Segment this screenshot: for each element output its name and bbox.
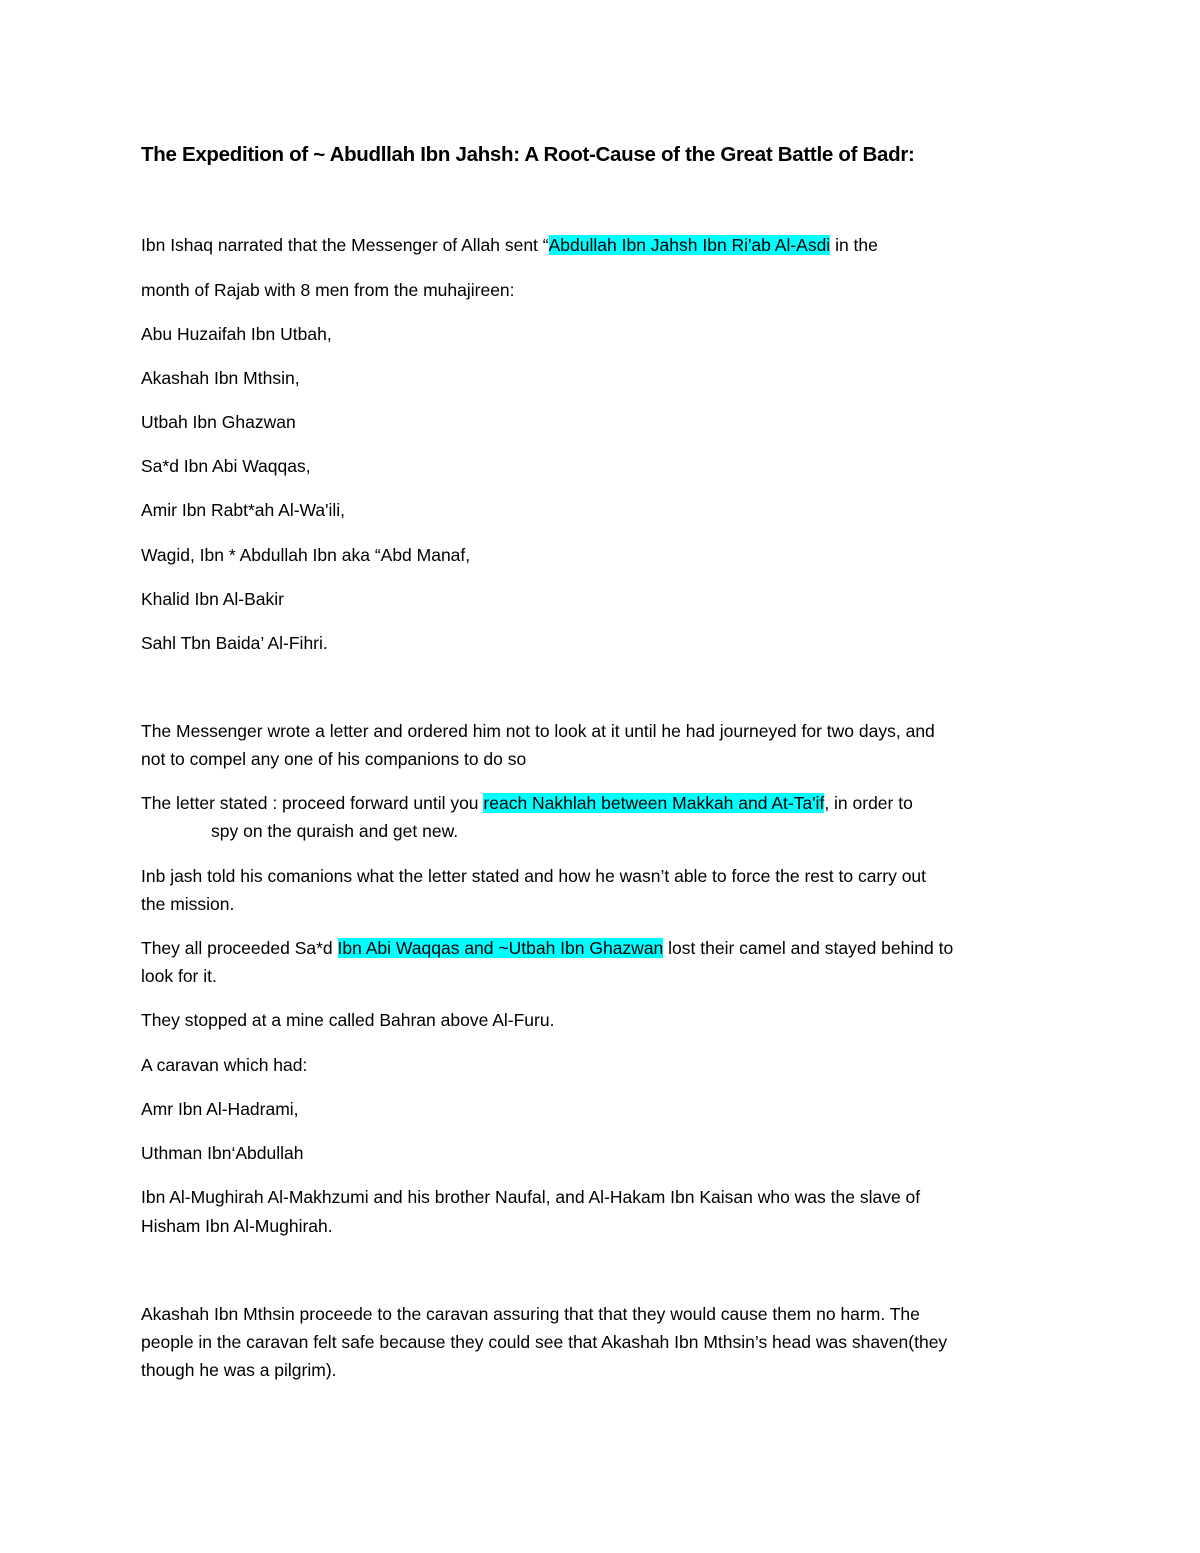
companion-item: Sa*d Ibn Abi Waqqas, (141, 456, 311, 476)
caravan-member: Amr Ibn Al-Hadrami, (141, 1099, 299, 1119)
companion-item: Abu Huzaifah Ibn Utbah, (141, 324, 332, 344)
proceeded-text: They all proceeded Sa*d (141, 938, 338, 958)
companion-item: Amir Ibn Rabt*ah Al-Wa'ili, (141, 500, 346, 520)
companion-item: Wagid, Ibn * Abdullah Ibn aka “Abd Manaf, (141, 545, 471, 565)
mughirah-paragraph-line-2: Hisham Ibn Al-Mughirah. (141, 1216, 333, 1236)
akashah-paragraph-line-2: people in the caravan felt safe because they could see that Akashah Ibn Mthsin’s head was shaven(they (141, 1332, 948, 1352)
akashah-paragraph-line-3: though he was a pilgrim). (141, 1360, 337, 1380)
stated-text: The letter stated : proceed forward until you (141, 793, 484, 813)
intro-line-1 (141, 231, 878, 259)
stopped-paragraph: They stopped at a mine called Bahran above Al-Furu. (141, 1010, 555, 1030)
proceeded-paragraph-line-1 (141, 934, 953, 962)
inb-paragraph-line-2: the mission. (141, 894, 235, 914)
stated-paragraph-line-1 (141, 789, 913, 817)
proceeded-paragraph-line-2: look for it. (141, 966, 217, 986)
inb-paragraph-line-1: Inb jash told his comanions what the letter stated and how he wasn’t able to force the rest to carry out (141, 866, 927, 886)
intro-text: Ibn Ishaq narrated that the Messenger of Allah sent “ (141, 235, 549, 255)
companion-item: Utbah Ibn Ghazwan (141, 412, 296, 432)
intro-text-end: in the (830, 235, 878, 255)
highlighted-name: Abdullah Ibn Jahsh Ibn Ri'ab Al-Asdi (548, 235, 831, 255)
stated-paragraph-line-2: spy on the quraish and get new. (211, 821, 459, 841)
caravan-member: Uthman Ibn‘Abdullah (141, 1143, 304, 1163)
caravan-paragraph: A caravan which had: (141, 1055, 308, 1075)
intro-line-2: month of Rajab with 8 men from the muhajireen: (141, 280, 515, 300)
letter-paragraph-line-1: The Messenger wrote a letter and ordered him not to look at it until he had journeyed for two days, and (141, 721, 935, 741)
companion-item: Akashah Ibn Mthsin, (141, 368, 300, 388)
document-title: The Expedition of ~ Abudllah Ibn Jahsh: A Root-Cause of the Great Battle of Badr: (141, 143, 915, 166)
companion-item: Sahl Tbn Baida’ Al-Fihri. (141, 633, 328, 653)
akashah-paragraph-line-1: Akashah Ibn Mthsin proceede to the caravan assuring that that they would cause them no harm. The (141, 1304, 920, 1324)
mughirah-paragraph-line-1: Ibn Al-Mughirah Al-Makhzumi and his brother Naufal, and Al-Hakam Ibn Kaisan who was the slave of (141, 1187, 921, 1207)
letter-paragraph-line-2: not to compel any one of his companions to do so (141, 749, 527, 769)
highlighted-place: reach Nakhlah between Makkah and At-Ta'if (483, 793, 825, 813)
companion-item: Khalid Ibn Al-Bakir (141, 589, 284, 609)
highlighted-names: Ibn Abi Waqqas and ~Utbah Ibn Ghazwan (337, 938, 664, 958)
stated-text-end: , in order to (824, 793, 913, 813)
proceeded-text-end: lost their camel and stayed behind to (663, 938, 954, 958)
